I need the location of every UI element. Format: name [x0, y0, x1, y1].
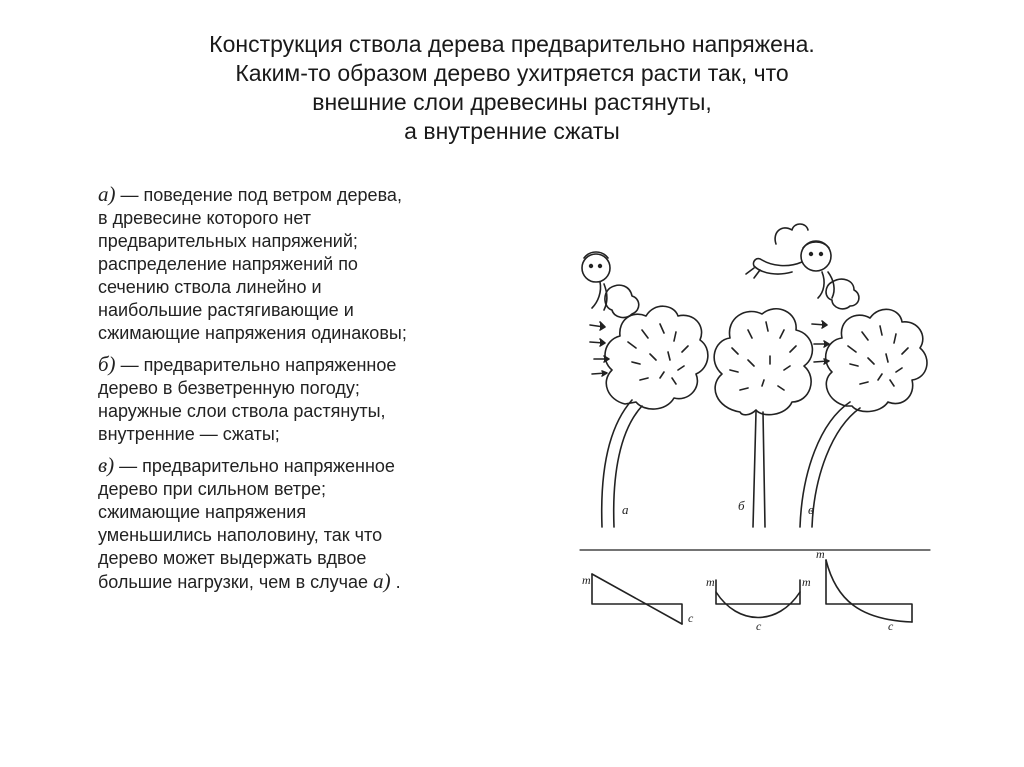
cherub-v-wing [775, 224, 808, 244]
cherub-v-eye [810, 253, 813, 256]
diagram-v-curve [826, 560, 912, 622]
paragraph-line: — предварительно напряженное [115, 355, 397, 375]
stress-diagram-a [592, 574, 682, 624]
title-line: внешние слои древесины растянуты, [312, 89, 712, 115]
paragraph-line: дерево может выдержать вдвое [98, 548, 367, 568]
title-line: а внутренние сжаты [404, 118, 620, 144]
tree-a-crown [605, 306, 708, 409]
wind-arrowheads-a [600, 322, 609, 376]
paragraph-line: дерево при сильном ветре; [98, 479, 327, 499]
paragraph-line: сжимающие напряжения одинаковы; [98, 323, 407, 343]
paragraph-line: дерево в безветренную погоду; [98, 378, 360, 398]
paragraph-label: а) [373, 569, 391, 593]
paragraph-label: б) [98, 352, 116, 376]
cherub-v-hair [803, 242, 829, 248]
tree-v-trunk-right [812, 408, 860, 527]
axis-label-tension: т [582, 573, 591, 587]
cherub-v-eye [820, 253, 823, 256]
paragraph-line: сжимающие напряжения [98, 502, 307, 522]
title-line: Каким-то образом дерево ухитряется расти так, что [235, 60, 789, 86]
paragraph-label: а) [98, 182, 116, 206]
tree-label: а [622, 502, 629, 517]
axis-label-compression: с [756, 619, 762, 633]
cherub-a-eye [590, 265, 593, 268]
tree-label: в [808, 502, 814, 517]
axis-label-compression: с [888, 619, 894, 633]
paragraph-line: предварительных напряжений; [98, 231, 358, 251]
cherub-a [582, 252, 639, 317]
paragraph-b [98, 353, 518, 446]
cherub-v-body [753, 259, 802, 274]
tree-a-foliage [628, 324, 688, 384]
tree-stress-illustration [570, 222, 950, 642]
paragraph-line: наружные слои ствола растянуты, [98, 401, 386, 421]
tree-b-crown [714, 309, 812, 415]
cherub-a-eye [599, 265, 602, 268]
paragraph-v [98, 454, 518, 594]
axis-label-tension: т [802, 575, 811, 589]
tree-b-trunk-right [763, 412, 765, 527]
tree-v-foliage [848, 326, 908, 386]
tree-b-trunk-left [753, 412, 756, 527]
axis-label-tension: т [816, 547, 825, 561]
paragraph-label: в) [98, 453, 115, 477]
paragraph-line: большие нагрузки, чем в случае [98, 572, 374, 592]
stress-diagram-b [716, 580, 800, 618]
slide-title [60, 30, 964, 146]
paragraph-line: распределение напряжений по [98, 254, 358, 274]
description-text [98, 183, 518, 602]
diagram-a-curve [592, 574, 682, 624]
paragraph-line: в древесине которого нет [98, 208, 312, 228]
axis-label-tension: т [706, 575, 715, 589]
cherub-v [746, 224, 859, 309]
tree-v-crown [826, 309, 927, 411]
paragraph-line: внутренние — сжаты; [98, 424, 280, 444]
tree-b-foliage [730, 322, 796, 390]
paragraph-line: сечению ствола линейно и [98, 277, 322, 297]
paragraph-end: . [390, 572, 401, 592]
tree-b [714, 309, 812, 527]
axis-label-compression: с [688, 611, 694, 625]
paragraph-line: наибольшие растягивающие и [98, 300, 354, 320]
paragraph-a [98, 183, 518, 345]
cherub-a-head [582, 254, 610, 282]
tree-a [582, 252, 708, 527]
paragraph-line: — поведение под ветром дерева, [115, 185, 402, 205]
title-line: Конструкция ствола дерева предварительно напряжена. [209, 31, 815, 57]
cherub-a-cloud [605, 285, 639, 317]
stress-diagram-v [826, 560, 912, 622]
paragraph-line: уменьшились наполовину, так что [98, 525, 383, 545]
illustration-svg [570, 222, 950, 642]
diagram-b-axis [716, 580, 800, 604]
tree-v [746, 224, 927, 527]
paragraph-line: — предварительно напряженное [114, 456, 395, 476]
cherub-v-cloud [826, 279, 859, 309]
tree-label: б [738, 498, 745, 513]
